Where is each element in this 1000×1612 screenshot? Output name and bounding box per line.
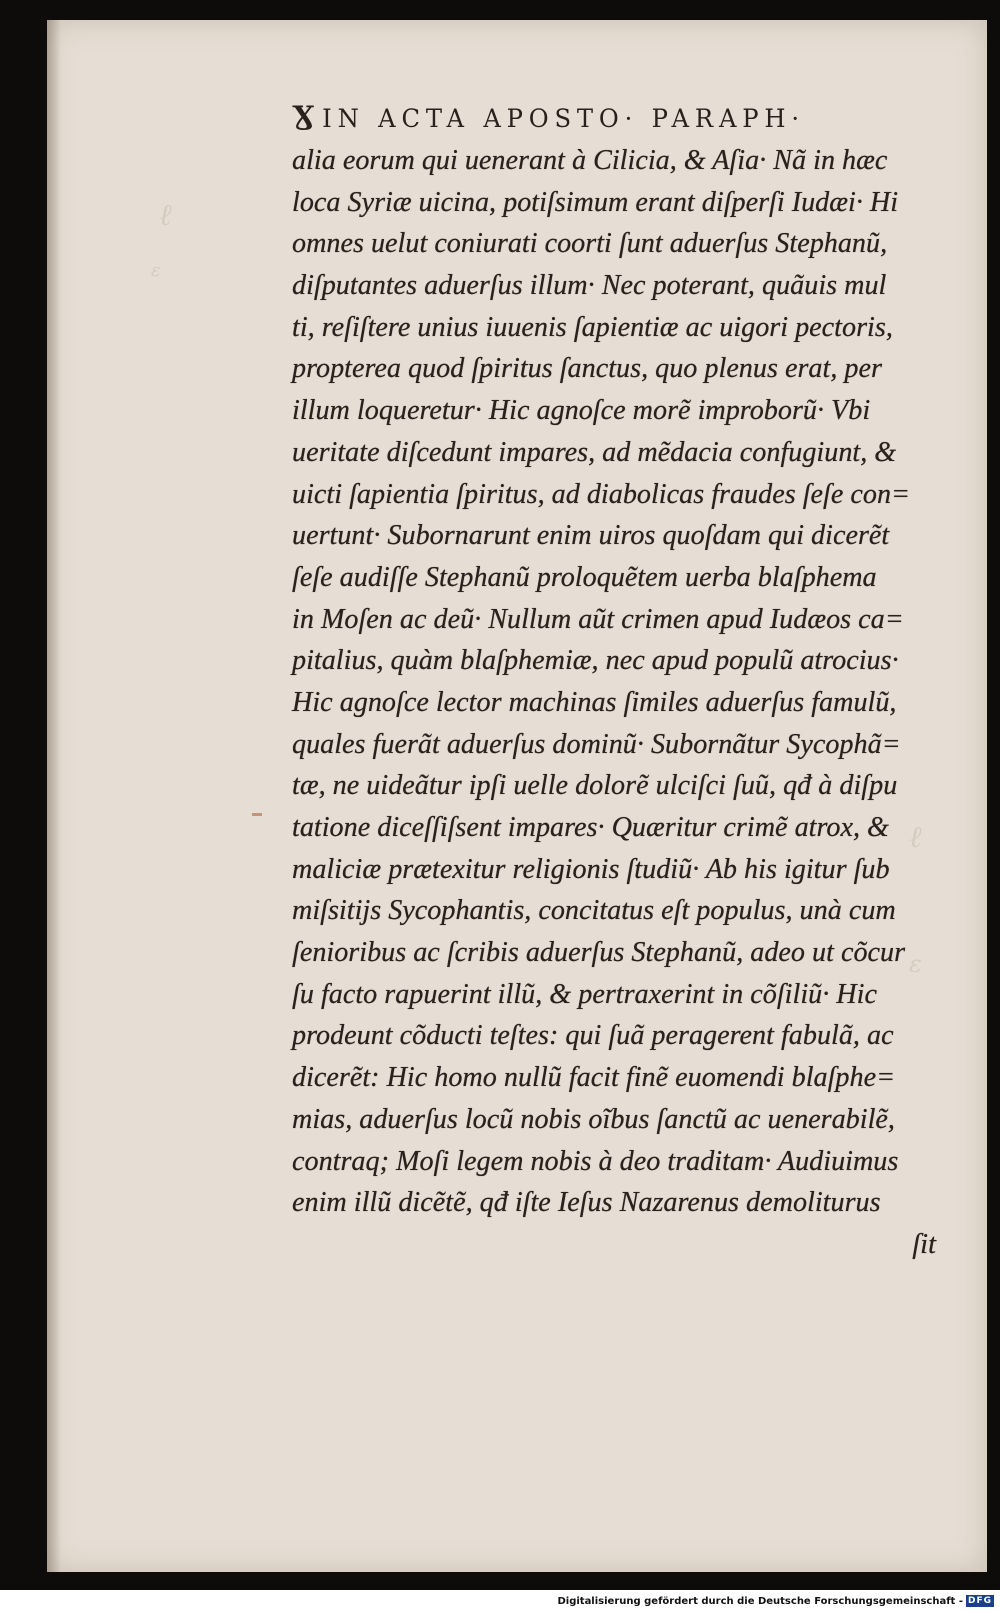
catchword: ſit: [912, 1228, 936, 1260]
text-lines: [292, 140, 952, 1224]
text-line: Hic agnoſce lector machinas ſimiles aduerſus famulũ,: [292, 686, 897, 718]
running-header-title: IN ACTA APOSTO· PARAPH·: [322, 104, 805, 133]
paper-stain: [252, 813, 262, 816]
show-through-mark: ε: [151, 260, 161, 281]
text-line: ſenioribus ac ſcribis aduerſus Stephanũ, adeo ut cõcur: [292, 937, 906, 969]
text-line: uicti ſapientia ſpiritus, ad diabolicas fraudes ſeſe con=: [292, 478, 911, 510]
text-line: ti, reſiſtere unius iuuenis ſapientiæ ac uigori pectoris,: [292, 311, 893, 343]
text-line: contraq; Moſi legem nobis à deo traditam· Audiuimus: [292, 1145, 899, 1177]
text-line: tæ, ne uideãtur ipſi uelle dolorẽ ulciſci ſuũ, qđ à diſpu: [292, 770, 898, 802]
text-line: miſsitijs Sycophantis, concitatus eſt populus, unà cum: [292, 895, 896, 927]
text-line: omnes uelut coniurati coorti ſunt aduerſus Stephanũ,: [292, 228, 888, 260]
section-mark: Ɣ: [292, 100, 315, 135]
dfg-logo: DFG: [967, 1596, 992, 1606]
text-line: enim illũ dicẽtẽ, qđ iſte Ieſus Nazarenus demoliturus: [292, 1187, 881, 1219]
text-line: maliciæ prætexitur religionis ſtudiũ· Ab his igitur ſub: [292, 853, 890, 885]
page-text: [292, 100, 952, 1266]
show-through-mark: ℓ: [909, 820, 922, 855]
show-through-mark: ε: [909, 950, 922, 978]
text-line: ſeſe audiſſe Stephanũ proloquẽtem uerba blaſphema: [292, 561, 877, 593]
text-line: tatione diceſſiſsent impares· Quæritur crimẽ atrox, &: [292, 812, 889, 843]
text-line: quales fuerãt aduerſus dominũ· Subornãtur Sycophã=: [292, 728, 901, 760]
text-line: prodeunt cõducti teſtes: qui ſuã peragerent fabulã, ac: [292, 1020, 894, 1052]
running-header: [292, 100, 932, 138]
text-line: illum loqueretur· Hic agnoſce morẽ improborũ· Vbi: [292, 395, 871, 427]
footer-credit: Digitalisierung gefördert durch die Deutsche Forschungsgemeinschaft -: [557, 1595, 963, 1607]
text-line: loca Syriæ uicina, potiſsimum erant diſperſi Iudæi· Hi: [292, 186, 899, 218]
text-line: mias, aduerſus locũ nobis oĩbus ſanctũ ac uenerabilẽ,: [292, 1103, 895, 1135]
text-line: ueritate diſcedunt impares, ad mẽdacia confugiunt, &: [292, 436, 897, 468]
show-through-mark: ℓ: [159, 198, 172, 233]
text-line: diſputantes aduerſus illum· Nec poterant, quãuis mul: [292, 270, 887, 302]
gutter-shadow: [47, 20, 61, 1572]
text-line: alia eorum qui uenerant à Cilicia, & Aſia· Nã in hæc: [292, 145, 888, 176]
text-line: in Moſen ac deũ· Nullum aũt crimen apud Iudæos ca=: [292, 603, 904, 635]
text-line: ſu facto rapuerint illũ, & pertraxerint in cõſiliũ· Hic: [292, 978, 877, 1010]
digitization-footer: [0, 1590, 1000, 1612]
text-line: uertunt· Subornarunt enim uiros quoſdam qui dicerẽt: [292, 520, 890, 552]
text-line: dicerẽt: Hic homo nullũ facit finẽ euomendi blaſphe=: [292, 1062, 896, 1094]
text-line: propterea quod ſpiritus ſanctus, quo plenus erat, per: [292, 353, 882, 385]
text-line: pitalius, quàm blaſphemiæ, nec apud populũ atrocius·: [292, 645, 899, 677]
